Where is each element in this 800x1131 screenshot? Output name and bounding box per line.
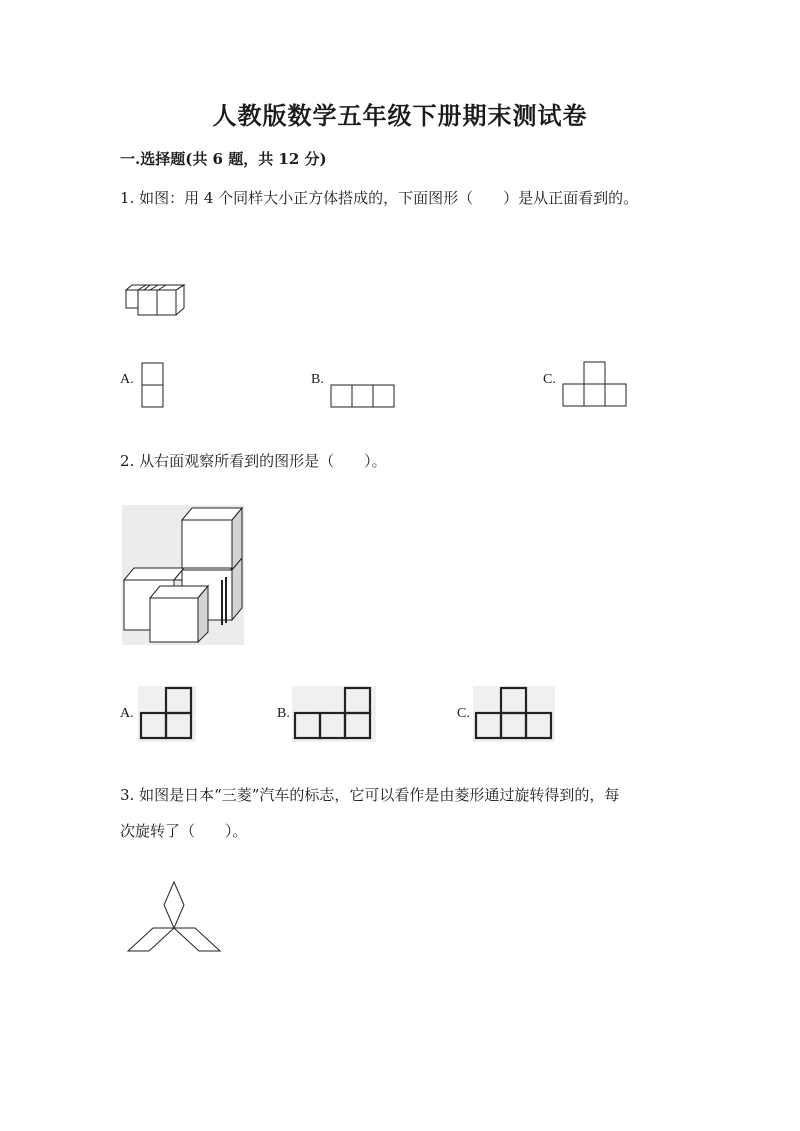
q2-option-b-figure[interactable] — [292, 686, 376, 742]
q2-cube-figure — [122, 505, 244, 645]
page-title: 人教版数学五年级下册期末测试卷 — [212, 101, 588, 130]
question-2-text: 2. 从右面观察所看到的图形是（ ）。 — [120, 452, 387, 470]
q1-option-a-label[interactable]: A. — [120, 372, 134, 387]
question-3-text-line1: 3. 如图是日本“三菱”汽车的标志，它可以看作是由菱形通过旋转得到的，每 — [120, 786, 620, 804]
q1-option-c-label[interactable]: C. — [543, 372, 556, 387]
q2-option-c-label[interactable]: C. — [457, 706, 470, 721]
q2-option-a-figure[interactable] — [138, 686, 196, 742]
q2-option-c-figure[interactable] — [473, 686, 555, 742]
section-heading: 一.选择题(共 6 题，共 12 分) — [120, 150, 327, 168]
question-1-text: 1. 如图：用 4 个同样大小正方体搭成的，下面图形（ ）是从正面看到的。 — [120, 189, 639, 207]
q3-mitsubishi-logo-figure — [125, 880, 223, 954]
q2-option-b-label[interactable]: B. — [277, 706, 290, 721]
q1-option-b-figure[interactable] — [330, 384, 398, 409]
q2-option-a-label[interactable]: A. — [120, 706, 134, 721]
question-3-text-line2: 次旋转了（ ）。 — [120, 822, 248, 840]
q1-option-c-figure[interactable] — [562, 361, 630, 409]
q1-option-a-figure[interactable] — [141, 362, 165, 408]
q1-cube-figure — [122, 282, 192, 322]
q1-option-b-label[interactable]: B. — [311, 372, 324, 387]
